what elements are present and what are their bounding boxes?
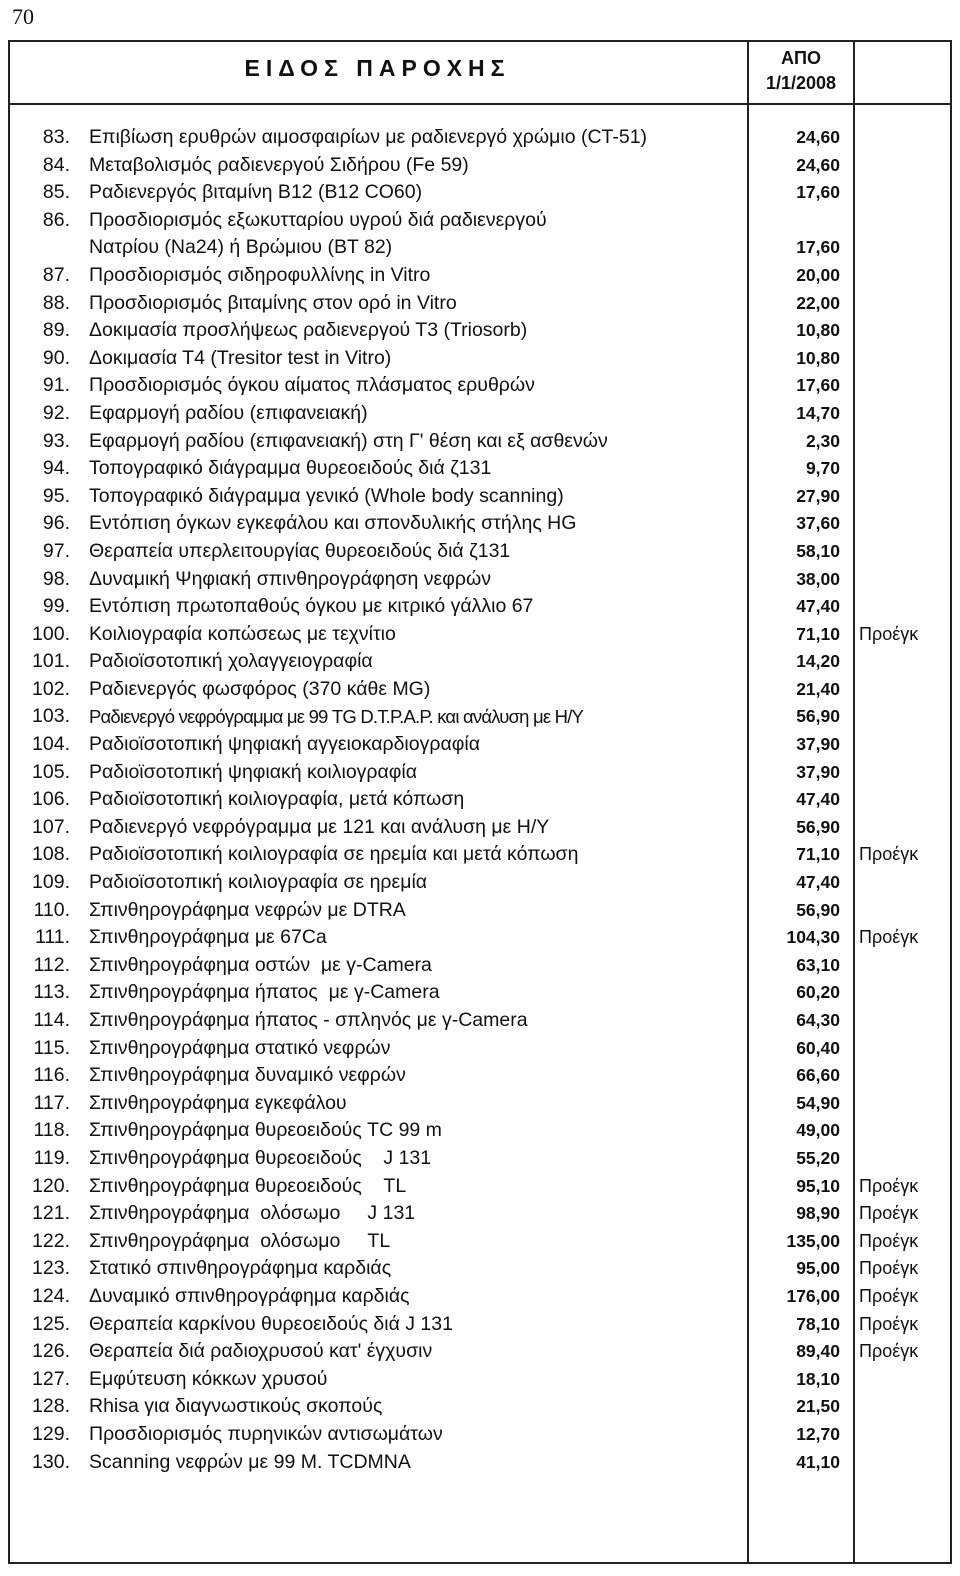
item-description: Προσδιορισμός πυρηνικών αντισωμάτων <box>89 1422 443 1445</box>
item-number: 126. <box>32 1340 70 1363</box>
item-number: 105. <box>32 760 70 783</box>
item-number: 106. <box>32 788 70 811</box>
item-price: 14,70 <box>796 402 840 423</box>
item-price: 37,60 <box>796 513 840 534</box>
item-description: Σπινθηρογράφημα θυρεοειδούς TC 99 m <box>89 1119 442 1142</box>
item-price: 17,60 <box>796 237 840 258</box>
item-price: 56,90 <box>796 899 840 920</box>
item-description: Προσδιορισμός βιταμίνης στον ορό in Vitro <box>89 291 457 314</box>
item-description: Δυναμικό σπινθηρογράφημα καρδιάς <box>89 1284 410 1307</box>
item-description: Εμφύτευση κόκκων χρυσού <box>89 1367 328 1390</box>
item-number: 110. <box>33 898 70 921</box>
item-description: Θεραπεία διά ραδιοχρυσού κατ' έγχυσιν <box>89 1340 433 1363</box>
item-price: 71,10 <box>796 844 840 865</box>
item-price: 58,10 <box>796 540 840 561</box>
table-row <box>0 566 960 594</box>
item-price: 60,20 <box>796 982 840 1003</box>
item-number: 116. <box>33 1064 70 1087</box>
table-row <box>0 979 960 1007</box>
item-description: Εφαρμογή ραδίου (επιφανειακή) στη Γ' θέση και εξ ασθενών <box>89 429 608 452</box>
table-row <box>0 428 960 456</box>
item-price: 18,10 <box>796 1368 840 1389</box>
item-number: 109. <box>32 871 70 894</box>
item-number: 89. <box>42 319 70 342</box>
item-note: Προέγκ <box>859 927 919 948</box>
item-number: 108. <box>32 843 70 866</box>
item-description: Ραδιενεργό νεφρόγραμμα με 121 και ανάλυση με Η/Υ <box>89 815 550 838</box>
item-price: 20,00 <box>796 264 840 285</box>
table-row <box>0 1255 960 1283</box>
item-price: 37,90 <box>796 734 840 755</box>
column-header-service: ΕΙΔΟΣ ΠΑΡΟΧΗΣ <box>244 55 511 81</box>
item-number: 122. <box>32 1229 70 1252</box>
item-description: Κοιλιογραφία κοπώσεως με τεχνίτιο <box>89 622 396 645</box>
item-note: Προέγκ <box>859 1258 919 1279</box>
item-number: 125. <box>32 1312 70 1335</box>
item-price: 54,90 <box>796 1092 840 1113</box>
table-row <box>0 924 960 952</box>
item-description: Μεταβολισμός ραδιενεργού Σιδήρου (Fe 59) <box>89 153 469 176</box>
item-price: 66,60 <box>796 1065 840 1086</box>
item-description: Ραδιοϊσοτοπική κοιλιογραφία σε ηρεμία <box>89 871 428 894</box>
item-price: 47,40 <box>796 872 840 893</box>
item-description: Σπινθηρογράφημα ολόσωμο TL <box>89 1229 391 1252</box>
item-price: 24,60 <box>796 154 840 175</box>
table-row <box>0 455 960 483</box>
item-description: Προσδιορισμός σιδηροφυλλίνης in Vitro <box>89 263 431 286</box>
item-number: 94. <box>42 457 70 480</box>
item-price: 176,00 <box>786 1285 840 1306</box>
table-row <box>0 1311 960 1339</box>
item-number: 92. <box>42 401 70 424</box>
table-row <box>0 400 960 428</box>
item-description: Σπινθηρογράφημα ήπατος με γ-Camera <box>89 981 440 1004</box>
table-row <box>0 759 960 787</box>
item-number: 93. <box>42 429 70 452</box>
date-header-line2: 1/1/2008 <box>765 73 837 93</box>
item-description: Προσδιορισμός όγκου αίματος πλάσματος ερυθρών <box>89 374 535 397</box>
item-number: 84. <box>42 153 70 176</box>
item-number: 104. <box>32 733 70 756</box>
table-row <box>0 952 960 980</box>
item-description: Ραδιοϊσοτοπική ψηφιακή κοιλιογραφία <box>89 760 418 783</box>
item-description: Εντόπιση όγκων εγκεφάλου και σπονδυλικής στήλης HG <box>89 512 577 535</box>
item-price: 21,40 <box>796 678 840 699</box>
item-number: 103. <box>32 705 70 728</box>
item-price: 10,80 <box>796 320 840 341</box>
table-row <box>0 1421 960 1449</box>
item-note: Προέγκ <box>859 1175 919 1196</box>
table-row <box>0 1283 960 1311</box>
service-list <box>0 124 960 1476</box>
item-note: Προέγκ <box>859 844 919 865</box>
item-number: 99. <box>42 595 70 618</box>
item-number: 88. <box>42 291 70 314</box>
item-number: 86. <box>42 208 70 231</box>
item-price: 104,30 <box>786 927 840 948</box>
table-row <box>0 317 960 345</box>
item-number: 107. <box>32 815 70 838</box>
table-row <box>0 538 960 566</box>
item-number: 112. <box>33 953 70 976</box>
table-row <box>0 152 960 180</box>
item-description: Σπινθηρογράφημα στατικό νεφρών <box>89 1036 391 1059</box>
item-price: 17,60 <box>796 182 840 203</box>
item-description: Σπινθηρογράφημα νεφρών με DTRA <box>89 898 406 921</box>
table-row <box>0 1173 960 1201</box>
table-row <box>0 731 960 759</box>
table-row <box>0 179 960 207</box>
table-row <box>0 372 960 400</box>
table-row <box>0 786 960 814</box>
item-price: 89,40 <box>796 1341 840 1362</box>
item-description: Σπινθηρογράφημα εγκεφάλου <box>89 1091 347 1114</box>
table-row <box>0 207 960 262</box>
item-description: Δοκιμασία Τ4 (Tresitor test in Vitro) <box>89 346 392 369</box>
item-description: Rhisa για διαγνωστικούς σκοπούς <box>89 1395 383 1418</box>
item-price: 56,90 <box>796 706 840 727</box>
item-note: Προέγκ <box>859 1313 919 1334</box>
table-row <box>0 345 960 373</box>
table-row <box>0 1393 960 1421</box>
table-row <box>0 124 960 152</box>
item-description: Προσδιορισμός εξωκυτταρίου υγρού διά ραδιενεργού Νατρίου (Na24) ή Βρώμιου (ΒΤ 82) <box>89 208 547 259</box>
item-description: Ραδιοϊσοτοπική κοιλιογραφία σε ηρεμία και μετά κόπωση <box>89 843 579 866</box>
item-number: 118. <box>33 1119 70 1142</box>
table-row <box>0 621 960 649</box>
item-price: 56,90 <box>796 816 840 837</box>
item-note: Προέγκ <box>859 623 919 644</box>
item-number: 83. <box>42 126 70 148</box>
item-price: 10,80 <box>796 347 840 368</box>
item-price: 47,40 <box>796 789 840 810</box>
item-description: Ραδιενεργό νεφρόγραμμα με 99 TG D.T.P.A.P. και ανάλυση με Η/Υ <box>89 706 584 728</box>
item-description: Θεραπεία υπερλειτουργίας θυρεοειδούς διά ζ131 <box>89 539 511 562</box>
item-note: Προέγκ <box>859 1285 919 1306</box>
item-number: 113. <box>33 981 70 1004</box>
item-number: 91. <box>42 374 70 397</box>
table-row <box>0 1090 960 1118</box>
table-row <box>0 1062 960 1090</box>
date-header-line1: ΑΠΟ <box>781 48 821 68</box>
item-description: Δυναμική Ψηφιακή σπινθηρογράφηση νεφρών <box>89 567 491 590</box>
item-price: 135,00 <box>786 1230 840 1251</box>
item-number: 121. <box>32 1202 70 1225</box>
item-number: 119. <box>33 1146 70 1169</box>
item-price: 41,10 <box>796 1451 840 1472</box>
item-number: 127. <box>32 1367 70 1390</box>
table-row <box>0 814 960 842</box>
item-number: 101. <box>32 650 70 673</box>
item-number: 117. <box>33 1091 70 1114</box>
item-description: Θεραπεία καρκίνου θυρεοειδούς διά J 131 <box>89 1312 453 1335</box>
item-description: Εντόπιση πρωτοπαθούς όγκου με κιτρικό γάλλιο 67 <box>89 595 534 618</box>
item-description: Στατικό σπινθηρογράφημα καρδιάς <box>89 1257 392 1280</box>
column-header-date <box>748 46 854 96</box>
item-price: 63,10 <box>796 954 840 975</box>
item-number: 130. <box>32 1450 70 1473</box>
item-description: Ραδιοϊσοτοπική χολαγγειογραφία <box>89 650 373 673</box>
item-price: 27,90 <box>796 485 840 506</box>
item-price: 21,50 <box>796 1396 840 1417</box>
item-price: 12,70 <box>796 1423 840 1444</box>
table-row <box>0 1449 960 1477</box>
item-number: 123. <box>32 1257 70 1280</box>
item-description: Επιβίωση ερυθρών αιμοσφαιρίων με ραδιενεργό χρώμιο (CT-51) <box>89 126 648 148</box>
table-row <box>0 1145 960 1173</box>
item-price: 37,90 <box>796 761 840 782</box>
item-description: Τοπογραφικό διάγραμμα θυρεοειδούς διά ζ131 <box>89 457 492 480</box>
table-row <box>0 262 960 290</box>
table-row <box>0 1338 960 1366</box>
item-price: 71,10 <box>796 623 840 644</box>
item-number: 90. <box>42 346 70 369</box>
item-price: 14,20 <box>796 651 840 672</box>
item-price: 98,90 <box>796 1203 840 1224</box>
item-note: Προέγκ <box>859 1230 919 1251</box>
item-number: 85. <box>42 181 70 204</box>
item-description: Εφαρμογή ραδίου (επιφανειακή) <box>89 401 368 424</box>
table-row <box>0 593 960 621</box>
item-number: 115. <box>33 1036 70 1059</box>
item-number: 114. <box>33 1009 70 1031</box>
item-description: Δοκιμασία προσλήψεως ραδιενεργού Τ3 (Triosorb) <box>89 319 528 342</box>
item-price: 64,30 <box>796 1010 840 1030</box>
item-number: 95. <box>42 484 70 507</box>
page-number: 70 <box>12 4 34 29</box>
table-row <box>0 869 960 897</box>
item-price: 60,40 <box>796 1037 840 1058</box>
item-number: 124. <box>32 1284 70 1307</box>
table-row <box>0 676 960 704</box>
item-note: Προέγκ <box>859 1203 919 1224</box>
item-number: 100. <box>32 622 70 645</box>
table-row <box>0 1035 960 1063</box>
item-price: 22,00 <box>796 292 840 313</box>
table-row <box>0 841 960 869</box>
table-row <box>0 1228 960 1256</box>
table-row <box>0 1117 960 1145</box>
header-divider <box>8 103 952 105</box>
item-price: 17,60 <box>796 375 840 396</box>
item-price: 49,00 <box>796 1120 840 1141</box>
item-price: 95,10 <box>796 1175 840 1196</box>
table-row <box>0 648 960 676</box>
item-price: 24,60 <box>796 127 840 147</box>
item-number: 111. <box>34 926 70 949</box>
item-description: Σπινθηρογράφημα οστών με γ-Camera <box>89 953 432 976</box>
item-number: 129. <box>32 1422 70 1445</box>
item-note: Προέγκ <box>859 1341 919 1362</box>
table-row <box>0 483 960 511</box>
item-number: 102. <box>32 677 70 700</box>
table-row <box>0 1366 960 1394</box>
item-description: Ραδιοϊσοτοπική ψηφιακή αγγειοκαρδιογραφία <box>89 733 480 756</box>
item-description: Σπινθηρογράφημα ήπατος - σπληνός με γ-Camera <box>89 1009 528 1031</box>
item-number: 120. <box>32 1174 70 1197</box>
item-price: 95,00 <box>796 1258 840 1279</box>
item-description: Ραδιοϊσοτοπική κοιλιογραφία, μετά κόπωση <box>89 788 465 811</box>
table-row <box>0 897 960 925</box>
item-number: 97. <box>42 539 70 562</box>
item-number: 87. <box>42 263 70 286</box>
item-description: Σπινθηρογράφημα θυρεοειδούς J 131 <box>89 1146 432 1169</box>
item-price: 55,20 <box>796 1147 840 1168</box>
item-price: 78,10 <box>796 1313 840 1334</box>
table-row <box>0 1007 960 1035</box>
item-description: Ραδιενεργός βιταμίνη Β12 (Β12 CO60) <box>89 181 423 204</box>
item-description: Σπινθηρογράφημα ολόσωμο J 131 <box>89 1202 416 1225</box>
item-price: 2,30 <box>805 430 840 451</box>
item-description: Ραδιενεργός φωσφόρος (370 κάθε MG) <box>89 677 431 700</box>
item-number: 128. <box>32 1395 70 1418</box>
item-price: 38,00 <box>796 568 840 589</box>
table-row <box>0 510 960 538</box>
table-row <box>0 1200 960 1228</box>
item-description: Τοπογραφικό διάγραμμα γενικό (Whole body scanning) <box>89 484 564 507</box>
item-description: Σπινθηρογράφημα με 67Ca <box>89 926 327 949</box>
item-description: Σπινθηρογράφημα δυναμικό νεφρών <box>89 1064 406 1087</box>
item-number: 96. <box>42 512 70 535</box>
table-row <box>0 290 960 318</box>
item-number: 98. <box>42 567 70 590</box>
item-description: Scanning νεφρών με 99 M. TCDMNA <box>89 1450 411 1473</box>
item-description: Σπινθηρογράφημα θυρεοειδούς TL <box>89 1174 407 1197</box>
table-row <box>0 703 960 731</box>
item-price: 9,70 <box>805 458 840 479</box>
item-price: 47,40 <box>796 596 840 617</box>
